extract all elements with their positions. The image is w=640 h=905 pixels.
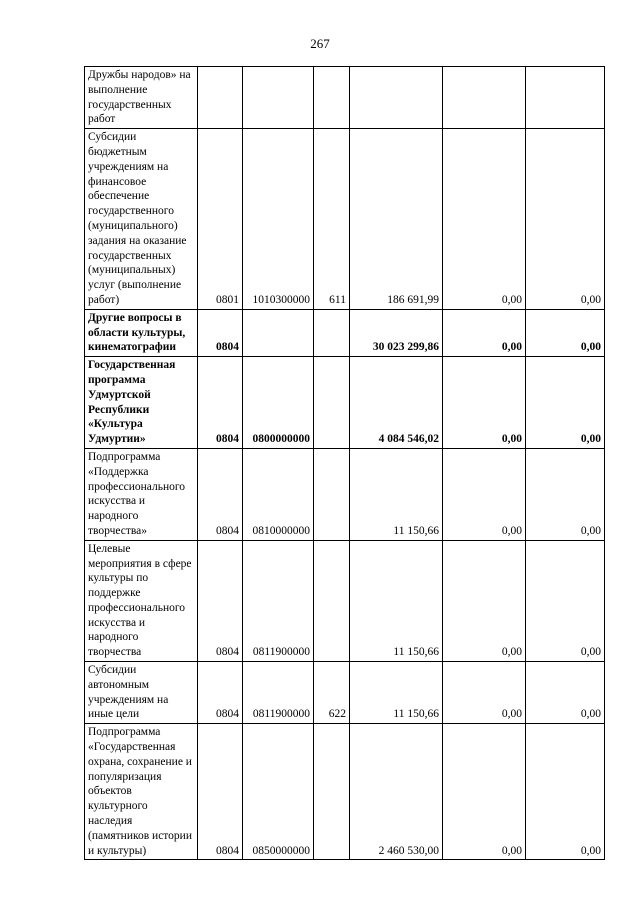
target-code-cell: 0850000000 bbox=[243, 724, 314, 860]
target-code-cell: 0811900000 bbox=[243, 540, 314, 661]
section-code-cell: 0804 bbox=[198, 724, 243, 860]
table-row bbox=[85, 662, 605, 724]
table-row bbox=[85, 724, 605, 860]
expense-type-cell bbox=[314, 540, 350, 661]
budget-table-body bbox=[85, 67, 605, 860]
expense-type-cell bbox=[314, 67, 350, 129]
expense-type-cell bbox=[314, 724, 350, 860]
section-code-cell: 0804 bbox=[198, 540, 243, 661]
target-code-cell: 0800000000 bbox=[243, 357, 314, 449]
amount-cell: 11 150,66 bbox=[350, 540, 443, 661]
amount-col6-cell: 0,00 bbox=[443, 662, 526, 724]
amount-cell: 30 023 299,86 bbox=[350, 309, 443, 356]
amount-col7-cell: 0,00 bbox=[526, 129, 605, 310]
name-cell: Государственная программа Удмуртской Республики «Культура Удмуртии» bbox=[85, 357, 198, 449]
name-cell: Подпрограмма «Государственная охрана, сохранение и популяризация объектов культурного наследия (памятников истории и культуры) bbox=[85, 724, 198, 860]
table-row bbox=[85, 67, 605, 129]
amount-cell: 11 150,66 bbox=[350, 448, 443, 540]
target-code-cell bbox=[243, 67, 314, 129]
amount-col7-cell: 0,00 bbox=[526, 662, 605, 724]
target-code-cell: 1010300000 bbox=[243, 129, 314, 310]
table-row bbox=[85, 129, 605, 310]
table-row bbox=[85, 540, 605, 661]
amount-col6-cell: 0,00 bbox=[443, 309, 526, 356]
amount-col7-cell: 0,00 bbox=[526, 357, 605, 449]
table-row bbox=[85, 448, 605, 540]
expense-type-cell bbox=[314, 357, 350, 449]
expense-type-cell: 611 bbox=[314, 129, 350, 310]
amount-col7-cell: 0,00 bbox=[526, 448, 605, 540]
expense-type-cell bbox=[314, 448, 350, 540]
table-row bbox=[85, 357, 605, 449]
amount-col7-cell: 0,00 bbox=[526, 309, 605, 356]
page-number: 267 bbox=[310, 36, 330, 51]
section-code-cell bbox=[198, 67, 243, 129]
expense-type-cell: 622 bbox=[314, 662, 350, 724]
amount-col7-cell: 0,00 bbox=[526, 540, 605, 661]
amount-col7-cell: 0,00 bbox=[526, 724, 605, 860]
name-cell: Целевые мероприятия в сфере культуры по поддержке профессионального искусства и народного творчества bbox=[85, 540, 198, 661]
amount-col6-cell: 0,00 bbox=[443, 540, 526, 661]
amount-col6-cell bbox=[443, 67, 526, 129]
amount-col6-cell: 0,00 bbox=[443, 357, 526, 449]
name-cell: Дружбы народов» на выполнение государственных работ bbox=[85, 67, 198, 129]
amount-cell: 4 084 546,02 bbox=[350, 357, 443, 449]
amount-col7-cell bbox=[526, 67, 605, 129]
section-code-cell: 0804 bbox=[198, 357, 243, 449]
target-code-cell bbox=[243, 309, 314, 356]
amount-cell: 2 460 530,00 bbox=[350, 724, 443, 860]
amount-cell: 186 691,99 bbox=[350, 129, 443, 310]
name-cell: Субсидии бюджетным учреждениям на финансовое обеспечение государственного (муниципального) задания на оказание государственных (муниципальных) услуг (выполнение работ) bbox=[85, 129, 198, 310]
section-code-cell: 0804 bbox=[198, 448, 243, 540]
name-cell: Подпрограмма «Поддержка профессионального искусства и народного творчества» bbox=[85, 448, 198, 540]
name-cell: Другие вопросы в области культуры, кинематографии bbox=[85, 309, 198, 356]
amount-col6-cell: 0,00 bbox=[443, 724, 526, 860]
section-code-cell: 0804 bbox=[198, 309, 243, 356]
section-code-cell: 0804 bbox=[198, 662, 243, 724]
amount-col6-cell: 0,00 bbox=[443, 448, 526, 540]
table-row bbox=[85, 309, 605, 356]
section-code-cell: 0801 bbox=[198, 129, 243, 310]
amount-col6-cell: 0,00 bbox=[443, 129, 526, 310]
budget-table bbox=[84, 66, 605, 860]
target-code-cell: 0810000000 bbox=[243, 448, 314, 540]
amount-cell bbox=[350, 67, 443, 129]
target-code-cell: 0811900000 bbox=[243, 662, 314, 724]
amount-cell: 11 150,66 bbox=[350, 662, 443, 724]
name-cell: Субсидии автономным учреждениям на иные цели bbox=[85, 662, 198, 724]
expense-type-cell bbox=[314, 309, 350, 356]
